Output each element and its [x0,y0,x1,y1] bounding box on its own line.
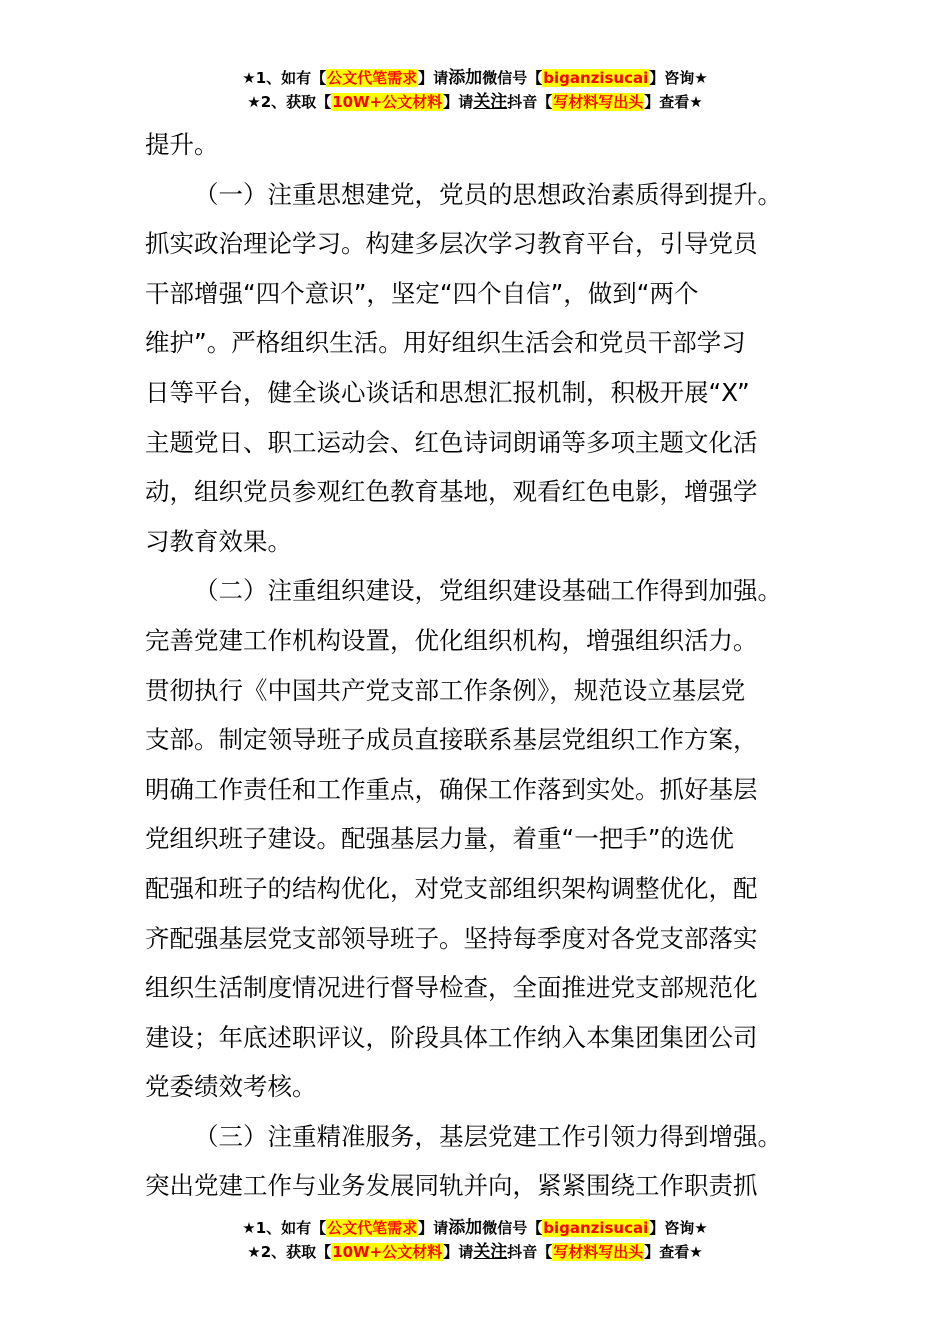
text-line: 贯彻执行《中国共产党支部工作条例》，规范设立基层党 [145,675,746,705]
banner-text: ★1、如有【 [242,1219,327,1237]
banner-emphasis: 关注 [473,92,508,112]
banner-line-2 [0,90,950,114]
text-line: 配强和班子的结构优化，对党支部组织架构调整优化，配 [145,873,758,903]
text-line: 主题党日、职工运动会、红色诗词朗诵等多项主题文化活 [145,427,758,457]
banner-text: 抖音【 [507,93,553,111]
text-line: 干部增强“四个意识”，坚定“四个自信”，做到“两个 [145,278,699,308]
banner-text: ★2、获取【 [247,93,332,111]
banner-text: 】查看★ [644,93,703,111]
banner-text: 抖音【 [507,1243,553,1261]
text-line: 建设；年底述职评议，阶段具体工作纳入本集团集团公司 [145,1022,758,1052]
banner-text: 】查看★ [644,1243,703,1261]
text-line: 完善党建工作机构设置，优化组织机构，增强组织活力。 [145,625,758,655]
text-line: 抓实政治理论学习。构建多层次学习教育平台，引导党员 [145,229,758,259]
banner-line-1 [0,66,950,90]
section-heading-1: （一）注重思想建党，党员的思想政治素质得到提升。 [194,179,782,209]
banner-text: 】请 [418,69,449,87]
banner-text: 微信号【 [482,69,543,87]
text-line: 明确工作责任和工作重点，确保工作落到实处。抓好基层 [145,774,758,804]
section-heading-3: （三）注重精准服务，基层党建工作引领力得到增强。 [194,1121,782,1151]
text-line: 突出党建工作与业务发展同轨并向，紧紧围绕工作职责抓 [145,1171,758,1201]
highlight-materials: 10W+公文材料 [332,93,443,111]
highlight-wechat-id: biganzisucai [543,1219,649,1237]
banner-line-2 [0,1240,950,1264]
banner-emphasis: 添加 [448,68,483,88]
highlight-materials: 10W+公文材料 [332,1243,443,1261]
highlight-service: 公文代笔需求 [327,1219,418,1237]
text-line: 动，组织党员参观红色教育基地，观看红色电影，增强学 [145,477,758,507]
banner-text: 】请 [443,1243,474,1261]
banner-text: 】咨询★ [649,1219,708,1237]
text-line: 党委绩效考核。 [145,1072,317,1102]
section-heading-2: （二）注重组织建设，党组织建设基础工作得到加强。 [194,576,782,606]
text-line: 提升。 [145,130,219,159]
text-line: 日等平台，健全谈心谈话和思想汇报机制，积极开展“X” [145,377,750,407]
text-line: 党组织班子建设。配强基层力量，着重“一把手”的选优 [145,824,734,854]
highlight-douyin: 写材料写出头 [553,1243,644,1261]
footer-banner [0,1216,950,1264]
banner-emphasis: 添加 [448,1218,483,1238]
banner-text: ★2、获取【 [247,1243,332,1261]
banner-text: 】咨询★ [649,69,708,87]
text-line: 齐配强基层党支部领导班子。坚持每季度对各党支部落实 [145,923,758,953]
highlight-wechat-id: biganzisucai [543,69,649,87]
text-line: 支部。制定领导班子成员直接联系基层党组织工作方案， [145,725,758,755]
banner-text: 微信号【 [482,1219,543,1237]
highlight-douyin: 写材料写出头 [553,93,644,111]
banner-text: 】请 [418,1219,449,1237]
text-line: 维护”。严格组织生活。用好组织生活会和党员干部学习 [145,328,746,358]
banner-emphasis: 关注 [473,1242,508,1262]
highlight-service: 公文代笔需求 [327,69,418,87]
banner-text: 】请 [443,93,474,111]
header-banner [0,66,950,114]
text-line: 习教育效果。 [145,526,292,556]
banner-text: ★1、如有【 [242,69,327,87]
document-body [145,120,835,1211]
banner-line-1 [0,1216,950,1240]
text-line: 组织生活制度情况进行督导检查，全面推进党支部规范化 [145,973,758,1003]
